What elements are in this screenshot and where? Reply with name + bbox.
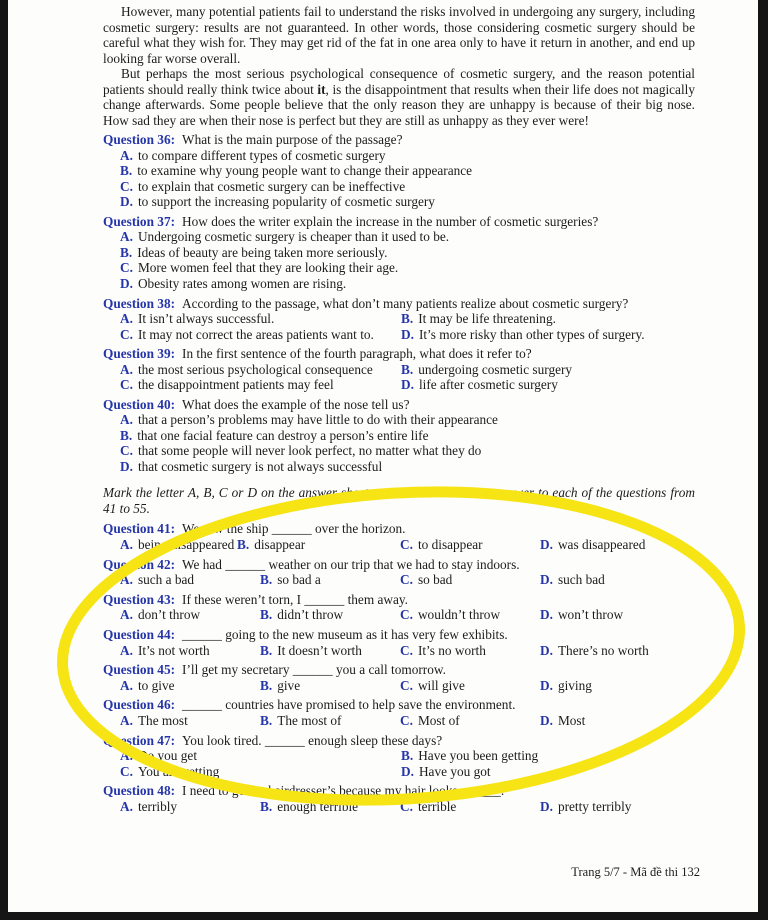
option-A: [120, 148, 695, 164]
option-text: was disappeared: [557, 536, 646, 552]
option-D: [120, 276, 695, 292]
option-B: [260, 678, 400, 694]
option-text: to disappear: [417, 536, 483, 552]
question-text: How does the writer explain the increase in the number of cosmetic surgeries?: [182, 213, 599, 229]
option-C: [120, 443, 695, 459]
option-B: [401, 748, 695, 764]
option-text: such bad: [557, 572, 605, 588]
options-group: [103, 607, 695, 623]
option-A: [120, 643, 260, 659]
option-letter: B.: [120, 427, 133, 443]
question-number-label: Question 37:: [103, 213, 176, 229]
option-text: the disappointment patients may feel: [137, 377, 334, 393]
option-D: [401, 764, 695, 780]
option-D: [540, 713, 695, 729]
option-D: [540, 643, 695, 659]
option-C: [120, 377, 401, 393]
option-text: to support the increasing popularity of cosmetic surgery: [137, 194, 435, 210]
option-text: It’s no worth: [417, 642, 486, 658]
option-D: [120, 194, 695, 210]
option-A: [120, 311, 401, 327]
option-letter: C.: [400, 536, 413, 552]
option-text: won’t throw: [557, 607, 624, 623]
option-letter: C.: [120, 443, 133, 459]
option-C: [400, 713, 540, 729]
option-letter: D.: [540, 798, 553, 814]
option-text: to give: [137, 677, 175, 693]
option-text: There’s no worth: [557, 642, 649, 658]
option-letter: D.: [540, 677, 553, 693]
question-number-label: Question 45:: [103, 662, 176, 678]
option-D: [540, 572, 695, 588]
option-letter: C.: [400, 642, 413, 658]
question-37: [103, 214, 695, 292]
passage-paragraph-2: [103, 66, 695, 128]
passage-text: , is the disappointment that results when their life does not magically change afterwards. Some people believe that the only reason they are unhappy is because of their big nose. How sad they are when their nose is perfect but they are still as unhappy as they ever were!: [103, 81, 695, 128]
passage-paragraph-1: [103, 4, 695, 66]
question-text: What does the example of the nose tell us?: [182, 396, 410, 412]
option-letter: B.: [260, 798, 273, 814]
option-text: that cosmetic surgery is not always successful: [137, 458, 383, 474]
option-letter: D.: [540, 536, 553, 552]
options-group: [103, 678, 695, 694]
option-letter: D.: [540, 607, 553, 623]
option-B: [120, 163, 695, 179]
question-number-label: Question 36:: [103, 132, 176, 148]
option-text: so bad: [417, 572, 453, 588]
option-text: enough terrible: [277, 798, 359, 814]
option-letter: A.: [120, 572, 133, 588]
question-head: [103, 733, 695, 749]
passage-text: it: [317, 81, 326, 97]
question-head: [103, 697, 695, 713]
option-letter: A.: [120, 748, 133, 764]
option-text: life after cosmetic surgery: [418, 377, 558, 393]
question-46: [103, 697, 695, 728]
question-text: In the first sentence of the fourth paragraph, what does it refer to?: [182, 346, 532, 362]
option-letter: A.: [120, 677, 133, 693]
option-letter: C.: [400, 572, 413, 588]
question-head: [103, 397, 695, 413]
option-text: Obesity rates among women are rising.: [137, 275, 347, 291]
option-text: terrible: [417, 798, 457, 814]
questions-36-40: [103, 132, 695, 474]
option-letter: A.: [120, 147, 133, 163]
option-D: [120, 459, 695, 475]
option-letter: C.: [400, 712, 413, 728]
option-A: [120, 607, 260, 623]
question-44: [103, 627, 695, 658]
option-A: [120, 748, 401, 764]
option-text: don’t throw: [137, 607, 201, 623]
option-text: It’s more risky than other types of surgery.: [418, 326, 645, 342]
question-head: [103, 783, 695, 799]
options-group: [103, 311, 695, 342]
option-letter: C.: [400, 607, 413, 623]
question-41: [103, 521, 695, 552]
option-text: Have you been getting: [418, 748, 539, 764]
option-letter: A.: [120, 607, 133, 623]
option-letter: B.: [237, 536, 250, 552]
option-letter: B.: [120, 244, 133, 260]
options-group: [103, 537, 695, 553]
option-C: [120, 327, 401, 343]
option-letter: A.: [120, 642, 133, 658]
option-B: [401, 311, 695, 327]
option-C: [120, 764, 401, 780]
question-head: [103, 214, 695, 230]
option-text: give: [277, 677, 301, 693]
option-text: It’s not worth: [137, 642, 210, 658]
question-47: [103, 733, 695, 780]
question-number-label: Question 40:: [103, 396, 176, 412]
option-C: [400, 643, 540, 659]
option-letter: A.: [120, 536, 133, 552]
option-text: undergoing cosmetic surgery: [418, 361, 573, 377]
option-letter: C.: [120, 377, 133, 393]
options-group: [103, 572, 695, 588]
option-A: [120, 713, 260, 729]
question-text: We saw the ship ______ over the horizon.: [182, 521, 406, 537]
option-letter: D.: [401, 763, 414, 779]
option-D: [401, 377, 695, 393]
option-letter: A.: [120, 412, 133, 428]
option-text: that a person’s problems may have little to do with their appearance: [137, 412, 498, 428]
option-letter: A.: [120, 798, 133, 814]
question-head: [103, 557, 695, 573]
option-letter: C.: [400, 798, 413, 814]
option-B: [260, 799, 400, 815]
option-letter: D.: [120, 194, 133, 210]
question-head: [103, 592, 695, 608]
option-text: pretty terribly: [557, 798, 632, 814]
options-group: [103, 362, 695, 393]
option-B: [260, 607, 400, 623]
option-text: terribly: [137, 798, 178, 814]
option-text: that one facial feature can destroy a person’s entire life: [137, 427, 429, 443]
question-number-label: Question 43:: [103, 591, 176, 607]
option-letter: A.: [120, 712, 133, 728]
question-40: [103, 397, 695, 475]
page-footer: Trang 5/7 - Mã đề thi 132: [571, 865, 700, 879]
option-text: Ideas of beauty are being taken more seriously.: [137, 244, 388, 260]
question-43: [103, 592, 695, 623]
option-A: [120, 678, 260, 694]
option-letter: D.: [540, 712, 553, 728]
question-number-label: Question 46:: [103, 697, 176, 713]
option-A: [120, 572, 260, 588]
option-text: so bad a: [277, 572, 321, 588]
option-B: [237, 537, 400, 553]
question-text: ______ going to the new museum as it has very few exhibits.: [182, 627, 508, 642]
question-text: We had ______ weather on our trip that we had to stay indoors.: [182, 556, 520, 572]
option-A: [120, 537, 237, 553]
question-head: [103, 296, 695, 312]
option-letter: B.: [260, 607, 273, 623]
option-D: [401, 327, 695, 343]
option-letter: C.: [120, 178, 133, 194]
option-letter: B.: [401, 361, 414, 377]
question-number-label: Question 42:: [103, 556, 176, 572]
option-letter: D.: [120, 458, 133, 474]
question-head: [103, 346, 695, 362]
option-text: The most: [137, 712, 188, 728]
page-content: [103, 4, 695, 814]
option-text: will give: [417, 677, 465, 693]
option-text: that some people will never look perfect, no matter what they do: [137, 443, 482, 459]
question-text: According to the passage, what don’t many patients realize about cosmetic surgery?: [182, 295, 629, 311]
option-B: [401, 362, 695, 378]
options-group: [103, 713, 695, 729]
option-letter: A.: [120, 361, 133, 377]
option-letter: C.: [120, 326, 133, 342]
options-group: [103, 799, 695, 815]
option-letter: D.: [540, 642, 553, 658]
option-letter: B.: [260, 677, 273, 693]
option-text: being disappeared: [137, 536, 235, 552]
option-letter: A.: [120, 311, 133, 327]
option-text: giving: [557, 677, 592, 693]
passage-text: But perhaps the most serious psychological consequence of cosmetic surgery, and the reason potential patients should really think twice about: [103, 66, 695, 97]
option-text: to compare different types of cosmetic surgery: [137, 147, 386, 163]
question-text: What is the main purpose of the passage?: [182, 132, 403, 148]
question-42: [103, 557, 695, 588]
passage-text: However, many potential patients fail to understand the risks involved in undergoing any surgery, including cosmetic surgery: results are not guaranteed. In other words, those considering cosmetic surgery should be careful what they wish for. They may get rid of the fat in one area only to have it return in another, and end up looking far worse overall.: [103, 4, 695, 66]
options-group: [103, 643, 695, 659]
options-group: [103, 229, 695, 291]
option-letter: A.: [120, 229, 133, 245]
option-B: [260, 572, 400, 588]
option-text: More women feel that they are looking their age.: [137, 260, 399, 276]
option-B: [260, 713, 400, 729]
questions-41-48: [103, 521, 695, 814]
question-number-label: Question 48:: [103, 783, 176, 799]
option-text: Do you get: [137, 748, 198, 764]
option-letter: B.: [260, 642, 273, 658]
option-text: It may not correct the areas patients want to.: [137, 326, 374, 342]
option-B: [120, 245, 695, 261]
options-group: [103, 148, 695, 210]
question-38: [103, 296, 695, 343]
option-letter: C.: [120, 763, 133, 779]
question-45: [103, 662, 695, 693]
question-head: [103, 521, 695, 537]
question-text: You look tired. ______ enough sleep these days?: [182, 732, 443, 748]
question-number-label: Question 38:: [103, 295, 176, 311]
question-number-label: Question 39:: [103, 346, 176, 362]
option-letter: B.: [120, 163, 133, 179]
option-letter: B.: [401, 748, 414, 764]
option-C: [120, 179, 695, 195]
question-number-label: Question 44:: [103, 627, 176, 642]
option-letter: D.: [401, 377, 414, 393]
question-text: ______ countries have promised to help save the environment.: [182, 697, 516, 713]
question-48: [103, 783, 695, 814]
option-text: disappear: [254, 536, 306, 552]
options-group: [103, 412, 695, 474]
option-C: [400, 537, 540, 553]
option-text: to examine why young people want to change their appearance: [137, 163, 473, 179]
option-A: [120, 799, 260, 815]
option-letter: C.: [400, 677, 413, 693]
option-text: The most of: [277, 712, 342, 728]
option-B: [120, 428, 695, 444]
option-C: [120, 260, 695, 276]
option-text: such a bad: [137, 572, 195, 588]
question-text: I’ll get my secretary ______ you a call tomorrow.: [182, 662, 446, 678]
option-letter: C.: [120, 260, 133, 276]
option-letter: B.: [401, 311, 414, 327]
option-text: Most of: [417, 712, 460, 728]
exam-page: [8, 0, 758, 912]
question-number-label: Question 41:: [103, 521, 176, 537]
option-text: didn’t throw: [277, 607, 344, 623]
section-instruction: Mark the letter A, B, C or D on the answer sheet to indicate the correct answer to each of the questions from 41 to 55.: [103, 485, 695, 516]
question-39: [103, 346, 695, 393]
question-head: [103, 662, 695, 678]
option-C: [400, 572, 540, 588]
question-text: I need to go the hairdresser’s because my hair looks ______.: [182, 783, 505, 799]
option-letter: B.: [260, 712, 273, 728]
option-text: wouldn’t throw: [417, 607, 501, 623]
option-letter: B.: [260, 572, 273, 588]
reading-passage: [103, 4, 695, 128]
option-text: You are getting: [137, 763, 220, 779]
question-head: [103, 627, 695, 643]
question-head: [103, 132, 695, 148]
option-A: [120, 362, 401, 378]
option-D: [540, 678, 695, 694]
question-number-label: Question 47:: [103, 732, 176, 748]
option-text: the most serious psychological consequence: [137, 361, 373, 377]
option-B: [260, 643, 400, 659]
option-D: [540, 537, 695, 553]
option-C: [400, 607, 540, 623]
question-text: If these weren’t torn, I ______ them away.: [182, 591, 409, 607]
option-text: to explain that cosmetic surgery can be ineffective: [137, 178, 406, 194]
option-A: [120, 412, 695, 428]
option-text: Most: [557, 712, 586, 728]
option-text: It may be life threatening.: [418, 311, 556, 327]
option-text: Undergoing cosmetic surgery is cheaper than it used to be.: [137, 229, 450, 245]
option-letter: D.: [120, 275, 133, 291]
option-C: [400, 678, 540, 694]
option-letter: D.: [540, 572, 553, 588]
question-36: [103, 132, 695, 210]
option-letter: D.: [401, 326, 414, 342]
option-text: It doesn’t worth: [277, 642, 362, 658]
option-D: [540, 799, 695, 815]
option-text: Have you got: [418, 763, 491, 779]
option-A: [120, 229, 695, 245]
option-text: It isn’t always successful.: [137, 311, 275, 327]
options-group: [103, 748, 695, 779]
option-D: [540, 607, 695, 623]
option-C: [400, 799, 540, 815]
